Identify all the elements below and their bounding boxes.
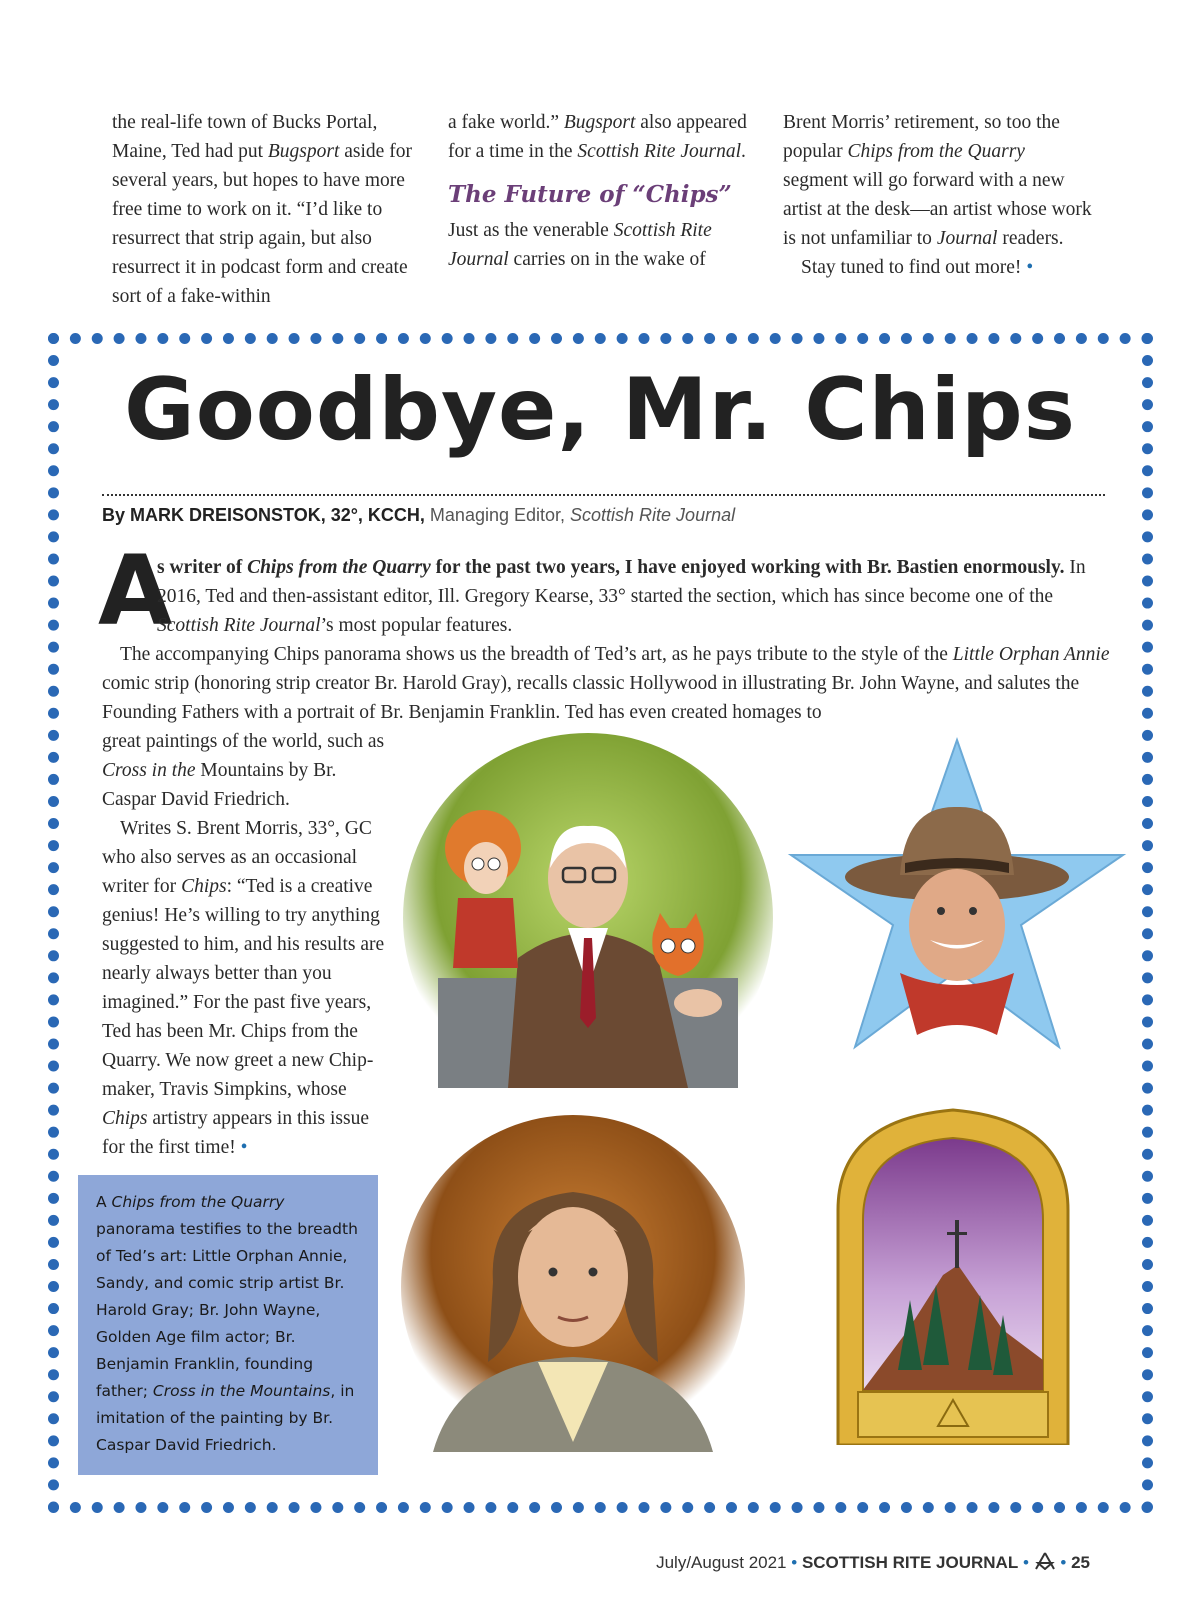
end-mark: • xyxy=(1026,257,1034,278)
illustration-cross-in-the-mountains xyxy=(828,1100,1078,1445)
byline-author: MARK DREISONSTOK, 32°, KCCH, xyxy=(130,505,425,525)
page-footer: July/August 2021 • SCOTTISH RITE JOURNAL • • 25 xyxy=(656,1552,1090,1575)
top-column-3 xyxy=(783,108,1093,282)
top-column-3-closing: Stay tuned to find out more! • xyxy=(801,257,1034,278)
footer-publication: SCOTTISH RITE JOURNAL xyxy=(801,1552,1019,1572)
square-compass-icon xyxy=(1034,1552,1056,1575)
end-mark: • xyxy=(240,1137,248,1158)
top-column-3-text: Brent Morris’ retirement, so too the popular Chips from the Quarry segment will go forward with a new artist at the desk—an artist whose work is not unfamiliar to Journal readers. xyxy=(783,112,1092,249)
drop-cap: A xyxy=(98,535,173,647)
top-column-2-text-b: Just as the venerable Scottish Rite Journal carries on in the wake of xyxy=(448,220,712,270)
section-subhead: The Future of “Chips” xyxy=(448,181,732,208)
illustration-john-wayne xyxy=(785,735,1130,1055)
byline: By MARK DREISONSTOK, 32°, KCCH, Managing Editor, Scottish Rite Journal xyxy=(102,505,736,525)
illustration-caption: A Chips from the Quarry panorama testifies to the breadth of Ted’s art: Little Orphan Annie, Sandy, and comic strip artist Br. Harold Gray; Br. John Wayne, Golden Age film actor; Br. Benjamin Franklin, founding father; Cross in the Mountains, in imitation of the painting by Br. Caspar David Friedrich. xyxy=(78,1175,378,1475)
title-divider xyxy=(102,494,1105,496)
top-column-2 xyxy=(448,108,748,274)
page-number: 25 xyxy=(1071,1552,1090,1572)
article-paragraph-2: The accompanying Chips panorama shows us the breadth of Ted’s art, as he pays tribute to the style of the Little Orphan Annie comic strip (honoring strip creator Br. Harold Gray), recalls classic Hollywood in illustrating Br. John Wayne, and salutes the Founding Fathers with a portrait of Br. Benjamin Franklin. Ted has even created homages to xyxy=(102,644,1110,723)
article-left-column: great paintings of the world, such as Cross in the Mountains by Br. Caspar David Friedrich. Writes S. Brent Morris, 33°, GC who also serves as an occasional writer for Chips: “Ted is a creative genius! He’s willing to try anything suggested to him, and his results are nearly always better than you imagined.” For the past five years, Ted has been Mr. Chips from the Quarry. We now greet a new Chip-maker, Travis Simpkins, whose Chips artistry appears in this issue for the first time! • xyxy=(102,731,385,1158)
illustration-benjamin-franklin xyxy=(398,1112,748,1462)
article-paragraph-1: s writer of Chips from the Quarry for the past two years, I have enjoyed working with Br. Bastien enormously. In 2016, Ted and then-assistant editor, Ill. Gregory Kearse, 33° started the section, which has since become one of the Scottish Rite Journal’s most popular features. xyxy=(157,557,1086,636)
top-column-1-text: the real-life town of Bucks Portal, Maine, Ted had put Bugsport aside for several years, but hopes to have more free time to work on it. “I’d like to resurrect that strip again, but also resurrect it in podcast form and create sort of a fake-within xyxy=(112,112,412,307)
footer-issue: July/August 2021 xyxy=(656,1552,787,1572)
top-column-1 xyxy=(112,108,417,311)
illustration-harold-gray xyxy=(398,728,778,1108)
top-column-2-text: a fake world.” Bugsport also appeared for a time in the Scottish Rite Journal. xyxy=(448,112,747,162)
article-title: Goodbye, Mr. Chips xyxy=(124,360,1076,460)
